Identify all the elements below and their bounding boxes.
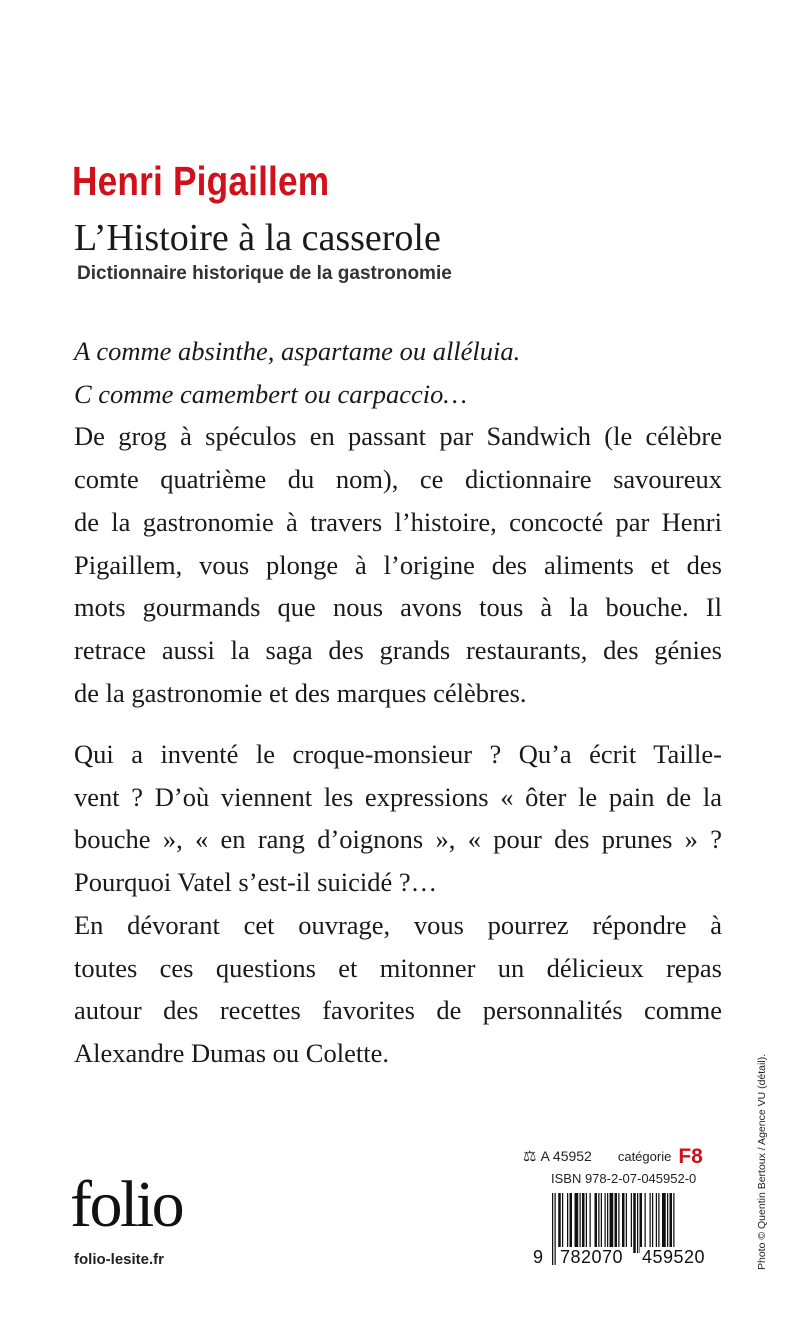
blurb-paragraph-1 xyxy=(74,330,722,714)
blurb-line: Alexandre Dumas ou Colette. xyxy=(74,1037,389,1068)
photo-credit: Photo © Quentin Bertoux / Agence VU (détail). xyxy=(756,1053,768,1270)
blurb-line: Pigaillem, vous plonge à l’origine des aliments et des xyxy=(74,549,722,580)
blurb-line: toutes ces questions et mitonner un délicieux repas xyxy=(74,952,722,983)
barcode-bar xyxy=(633,1193,636,1253)
barcode-bar xyxy=(570,1193,573,1253)
isbn-number: ISBN 978-2-07-045952-0 xyxy=(551,1171,697,1186)
barcode-bar xyxy=(607,1193,608,1253)
category-label: catégorie xyxy=(617,1149,672,1164)
barcode-bar xyxy=(618,1193,619,1253)
blurb-line: bouche », « en rang d’oignons », « pour des prunes » ? xyxy=(74,824,722,855)
barcode-bar xyxy=(552,1193,553,1265)
catalog-line xyxy=(523,1143,703,1167)
barcode-bar xyxy=(626,1193,627,1253)
author-name: Henri Pigaillem xyxy=(72,158,330,204)
barcode-bar xyxy=(645,1193,646,1253)
blurb-line: A comme absinthe, aspartame ou alléluia. xyxy=(74,336,521,366)
blurb-line: C comme camembert ou carpaccio… xyxy=(74,378,467,409)
barcode-bar xyxy=(670,1193,673,1253)
blurb-line: retrace aussi la saga des grands restaurants, des génies xyxy=(74,634,722,665)
blurb-line: vent ? D’où viennent les expressions « ôter le pain de la xyxy=(74,781,722,812)
barcode-bar xyxy=(601,1193,602,1253)
barcode-bar xyxy=(567,1193,568,1253)
barcode-digits-right: 459520 xyxy=(640,1247,718,1267)
barcode-bar xyxy=(622,1193,625,1253)
barcode-bar xyxy=(640,1193,643,1253)
barcode-bar xyxy=(598,1193,599,1253)
blurb-line: autour des recettes favorites de personnalités comme xyxy=(74,995,722,1026)
barcode-bar xyxy=(562,1193,563,1253)
barcode-bar xyxy=(580,1193,581,1253)
barcode-bar xyxy=(667,1193,668,1253)
barcode-digit-first: 9 xyxy=(533,1247,544,1267)
blurb-line: En dévorant cet ouvrage, vous pourrez répondre à xyxy=(74,909,722,940)
barcode-bar xyxy=(558,1193,561,1253)
catalog-reference: A 45952 xyxy=(540,1148,592,1164)
barcode-bar xyxy=(575,1193,579,1253)
barcode-digits-left: 782070 xyxy=(558,1247,632,1267)
blurb-line: de la gastronomie à travers l’histoire, concocté par Henri xyxy=(74,506,722,537)
blurb-line: Qui a inventé le croque-monsieur ? Qu’a écrit Taille- xyxy=(74,739,722,769)
barcode-bar xyxy=(582,1193,585,1253)
blurb-paragraph-2 xyxy=(74,733,722,1075)
publisher-logo: folio xyxy=(70,1168,183,1241)
barcode-bar xyxy=(658,1193,659,1253)
blurb-line: Pourquoi Vatel s’est-il suicidé ?… xyxy=(74,867,438,898)
blurb-line: De grog à spéculos en passant par Sandwich (le célèbre xyxy=(74,421,722,452)
barcode-bar xyxy=(555,1193,556,1265)
barcode-bar xyxy=(586,1193,587,1253)
book-title: L’Histoire à la casserole xyxy=(74,217,441,259)
barcode-bar xyxy=(662,1193,666,1253)
barcode-bar xyxy=(652,1193,653,1253)
publisher-website[interactable]: folio-lesite.fr xyxy=(74,1251,165,1268)
barcode-bar xyxy=(595,1193,598,1253)
blurb-line: mots gourmands que nous avons tous à la bouche. Il xyxy=(74,592,722,623)
barcode-bar xyxy=(637,1193,638,1253)
blurb-line: de la gastronomie et des marques célèbres. xyxy=(74,677,527,708)
barcode-bar xyxy=(631,1193,632,1253)
category-code: F8 xyxy=(678,1145,703,1168)
blurb-line: comte quatrième du nom), ce dictionnaire savoureux xyxy=(74,464,722,495)
book-subtitle: Dictionnaire historique de la gastronomie xyxy=(77,263,452,284)
barcode-bar xyxy=(656,1193,657,1253)
scales-icon: ⚖ xyxy=(523,1148,537,1165)
barcode-bar xyxy=(650,1193,651,1253)
barcode-bar xyxy=(590,1193,591,1253)
barcode-bar xyxy=(605,1193,606,1253)
